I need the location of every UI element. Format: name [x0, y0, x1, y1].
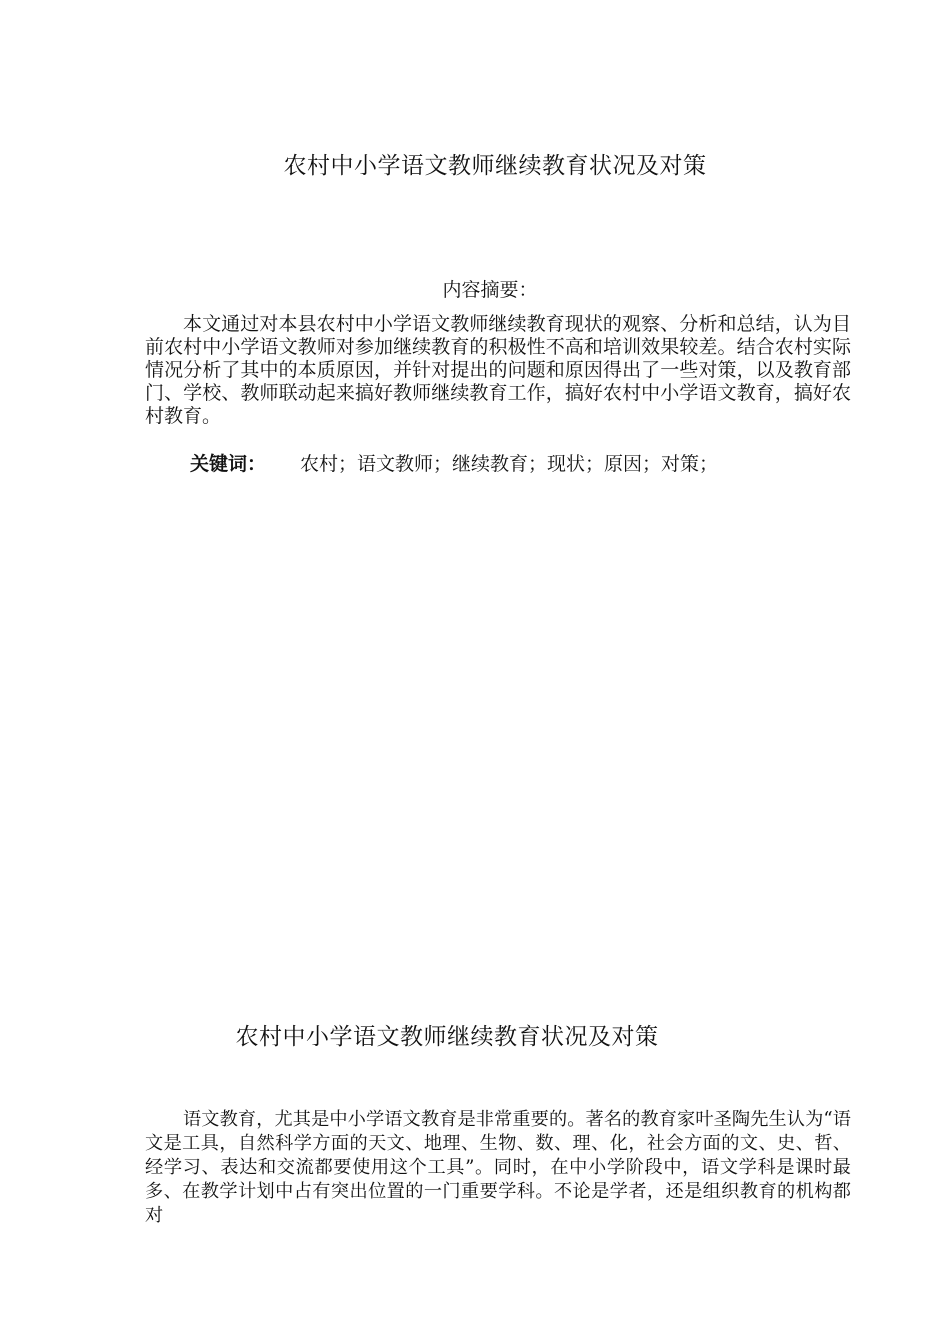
keywords-line	[190, 449, 870, 476]
intro-paragraph: 语文教育，尤其是中小学语文教育是非常重要的。著名的教育家叶圣陶先生认为“语文是工具，自然科学方面的天文、地理、生物、数、理、化，社会方面的文、史、哲、经学习、表达和交流都要使用这个工具”。同时，在中小学阶段中，语文学科是课时最多、在教学计划中占有突出位置的一门重要学科。不论是学者，还是组织教育的机构都对	[145, 1109, 851, 1226]
page-title: 农村中小学语文教师继续教育状况及对策	[283, 153, 707, 179]
abstract-body: 本文通过对本县农村中小学语文教师继续教育现状的观察、分析和总结，认为目前农村中小学语文教师对参加继续教育的积极性不高和培训效果较差。结合农村实际情况分析了其中的本质原因，并针对提出的问题和原因得出了一些对策，以及教育部门、学校、教师联动起来搞好教师继续教育工作，搞好农村中小学语文教育，搞好农村教育。	[145, 313, 851, 427]
keywords-label: 关键词：	[190, 453, 267, 475]
body-title: 农村中小学语文教师继续教育状况及对策	[235, 1024, 659, 1050]
keywords-values: 农村；语文教师；继续教育；现状；原因；对策；	[300, 453, 719, 475]
abstract-heading: 内容摘要：	[442, 279, 538, 301]
